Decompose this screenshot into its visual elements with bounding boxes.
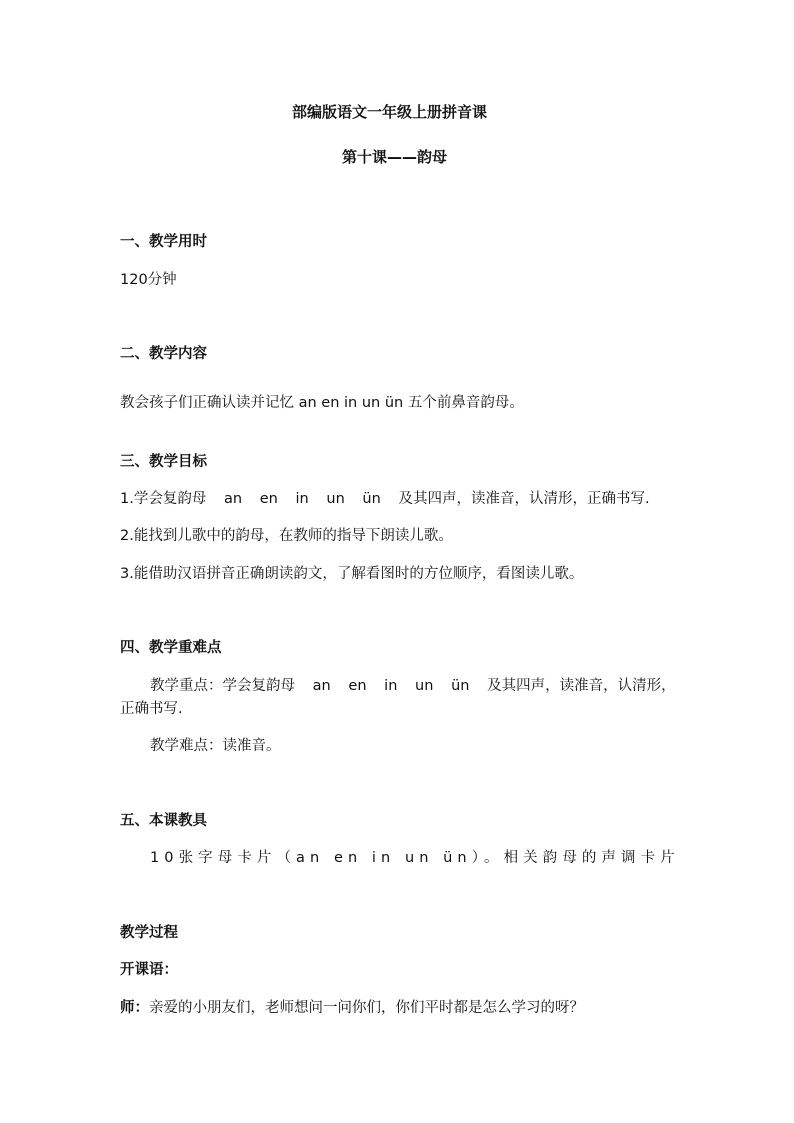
key-point-line-2: 正确书写. [120, 701, 183, 717]
duration-text: 120分钟 [120, 272, 177, 288]
process-heading: 教学过程 [120, 925, 178, 941]
opening-label: 开课语： [120, 962, 178, 978]
section-heading-content: 二、教学内容 [120, 346, 207, 362]
teacher-label: 师： [120, 1000, 149, 1016]
goal-item-3: 3.能借助汉语拼音正确朗读韵文，了解看图时的方位顺序，看图读儿歌。 [120, 566, 584, 582]
goal-item-1: 1.学会复韵母 an en in un ün 及其四声，读准音，认清形，正确书写. [120, 491, 650, 507]
section-heading-materials: 五、本课教具 [120, 813, 207, 829]
teacher-line [120, 999, 584, 1017]
section-heading-goals: 三、教学目标 [120, 454, 207, 470]
section-heading-keypoints: 四、教学重难点 [120, 640, 222, 656]
goal-item-2: 2.能找到儿歌中的韵母，在教师的指导下朗读儿歌。 [120, 528, 453, 544]
section-heading-duration: 一、教学用时 [120, 234, 207, 250]
teacher-text: 亲爱的小朋友们，老师想问一问你们，你们平时都是怎么学习的呀？ [149, 1000, 584, 1016]
difficulty-text: 教学难点：读准音。 [150, 738, 281, 754]
materials-text: 10张字母卡片（an en in un ün）。相关韵母的声调卡片 [150, 850, 680, 866]
document-subtitle: 第十课——韵母 [342, 148, 448, 166]
key-point-line-1: 教学重点：学会复韵母 an en in un ün 及其四声，读准音，认清形， [150, 678, 676, 694]
document-title: 部编版语文一年级上册拼音课 [292, 103, 488, 121]
content-text: 教会孩子们正确认读并记忆 an en in un ün 五个前鼻音韵母。 [120, 395, 524, 411]
